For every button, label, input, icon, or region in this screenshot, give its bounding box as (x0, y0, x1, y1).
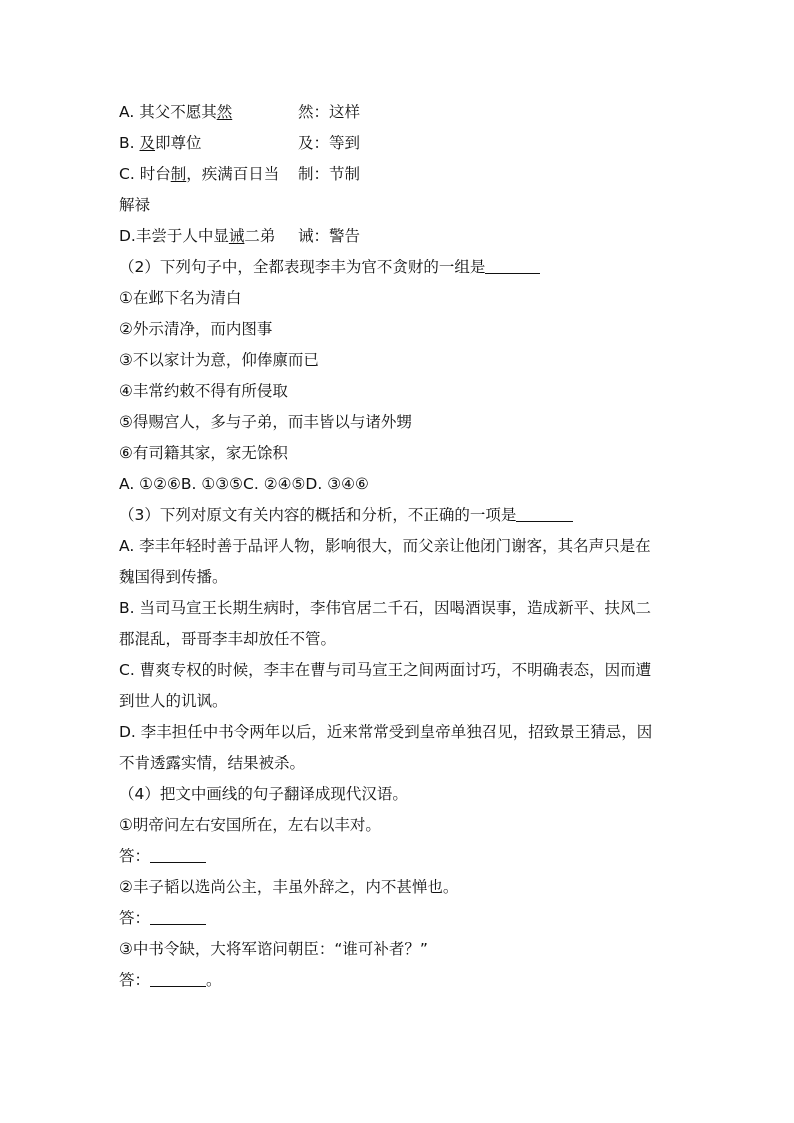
answer-label: 答： (119, 847, 151, 865)
end-punctuation: 。 (206, 971, 222, 989)
q2-item-1: ①在邺下名为清白 (119, 289, 242, 307)
answer-blank[interactable] (150, 968, 206, 987)
answer-blank[interactable] (150, 844, 206, 863)
option-a (119, 97, 679, 128)
option-gloss: 制：节制 (298, 165, 361, 183)
q3-option-c: C. 曹爽专权的时候，李丰在曹与司马宣王之间两面讨巧，不明确表态，因而遭 (119, 661, 652, 679)
q4-sentence-1: ①明帝问左右安国所在，左右以丰对。 (119, 816, 381, 834)
document-page (119, 97, 679, 996)
q3-option-c-cont: 到世人的讥讽。 (119, 692, 228, 710)
q4-answer-2 (119, 903, 679, 934)
underlined-word: 然 (216, 103, 233, 121)
q4-answer-1 (119, 841, 679, 872)
option-text: 即尊位 (155, 134, 202, 152)
option-d (119, 221, 679, 252)
option-gloss: 然：这样 (298, 103, 361, 121)
underlined-word: 诫 (228, 227, 245, 245)
answer-blank[interactable] (150, 906, 206, 925)
answer-label: 答： (119, 971, 151, 989)
q3-option-b-cont: 郡混乱，哥哥李丰却放任不管。 (119, 630, 337, 648)
option-label: B. (119, 134, 140, 152)
option-b (119, 128, 679, 159)
question-2-stem (119, 252, 679, 283)
q3-option-a: A. 李丰年轻时善于品评人物，影响很大，而父亲让他闭门谢客，其名声只是在 (119, 537, 651, 555)
answer-blank[interactable] (516, 503, 573, 522)
option-gloss: 及：等到 (298, 134, 361, 152)
q2-item-5: ⑤得赐宫人，多与子弟，而丰皆以与诸外甥 (119, 413, 412, 431)
q4-answer-3 (119, 965, 679, 996)
q2-item-4: ④丰常约敕不得有所侵取 (119, 382, 288, 400)
underlined-word: 及 (139, 134, 156, 152)
question-3-stem (119, 500, 679, 531)
q4-sentence-3: ③中书令缺，大将军谘问朝臣：“谁可补者？” (119, 940, 428, 958)
option-label: D. (119, 227, 136, 245)
option-text: 丰尝于人中显 (135, 227, 229, 245)
answer-label: 答： (119, 909, 151, 927)
underlined-word: 制 (170, 165, 187, 183)
q3-option-d-cont: 不肯透露实情，结果被杀。 (119, 754, 306, 772)
option-c-continued (119, 190, 679, 221)
question-text: （2）下列句子中，全都表现李丰为官不贪财的一组是 (119, 258, 486, 276)
q3-option-b: B. 当司马宣王长期生病时，李伟官居二千石，因喝酒误事，造成新平、扶风二 (119, 599, 651, 617)
question-text: （3）下列对原文有关内容的概括和分析，不正确的一项是 (119, 506, 517, 524)
q2-choices: A. ①②⑥B. ①③⑤C. ②④⑤D. ③④⑥ (119, 475, 369, 493)
option-gloss: 诫：警告 (298, 227, 361, 245)
q4-sentence-2: ②丰子韬以选尚公主，丰虽外辞之，内不甚惮也。 (119, 878, 459, 896)
option-text: 时台 (139, 165, 171, 183)
q2-item-6: ⑥有司籍其家，家无馀积 (119, 444, 288, 462)
question-4-stem: （4）把文中画线的句子翻译成现代汉语。 (119, 785, 408, 803)
option-text-cont: ，疾满百日当 (186, 165, 280, 183)
option-c (119, 159, 679, 190)
option-text: 解禄 (119, 196, 151, 214)
option-text-cont: 二弟 (244, 227, 276, 245)
option-label: C. (119, 165, 140, 183)
q2-item-2: ②外示清净，而内图事 (119, 320, 273, 338)
option-label: A. (119, 103, 140, 121)
q2-item-3: ③不以家计为意，仰俸廪而已 (119, 351, 319, 369)
q3-option-d: D. 李丰担任中书令两年以后，近来常常受到皇帝单独召见，招致景王猜忌，因 (119, 723, 653, 741)
q3-option-a-cont: 魏国得到传播。 (119, 568, 228, 586)
option-text: 其父不愿其 (139, 103, 217, 121)
answer-blank[interactable] (485, 255, 540, 274)
